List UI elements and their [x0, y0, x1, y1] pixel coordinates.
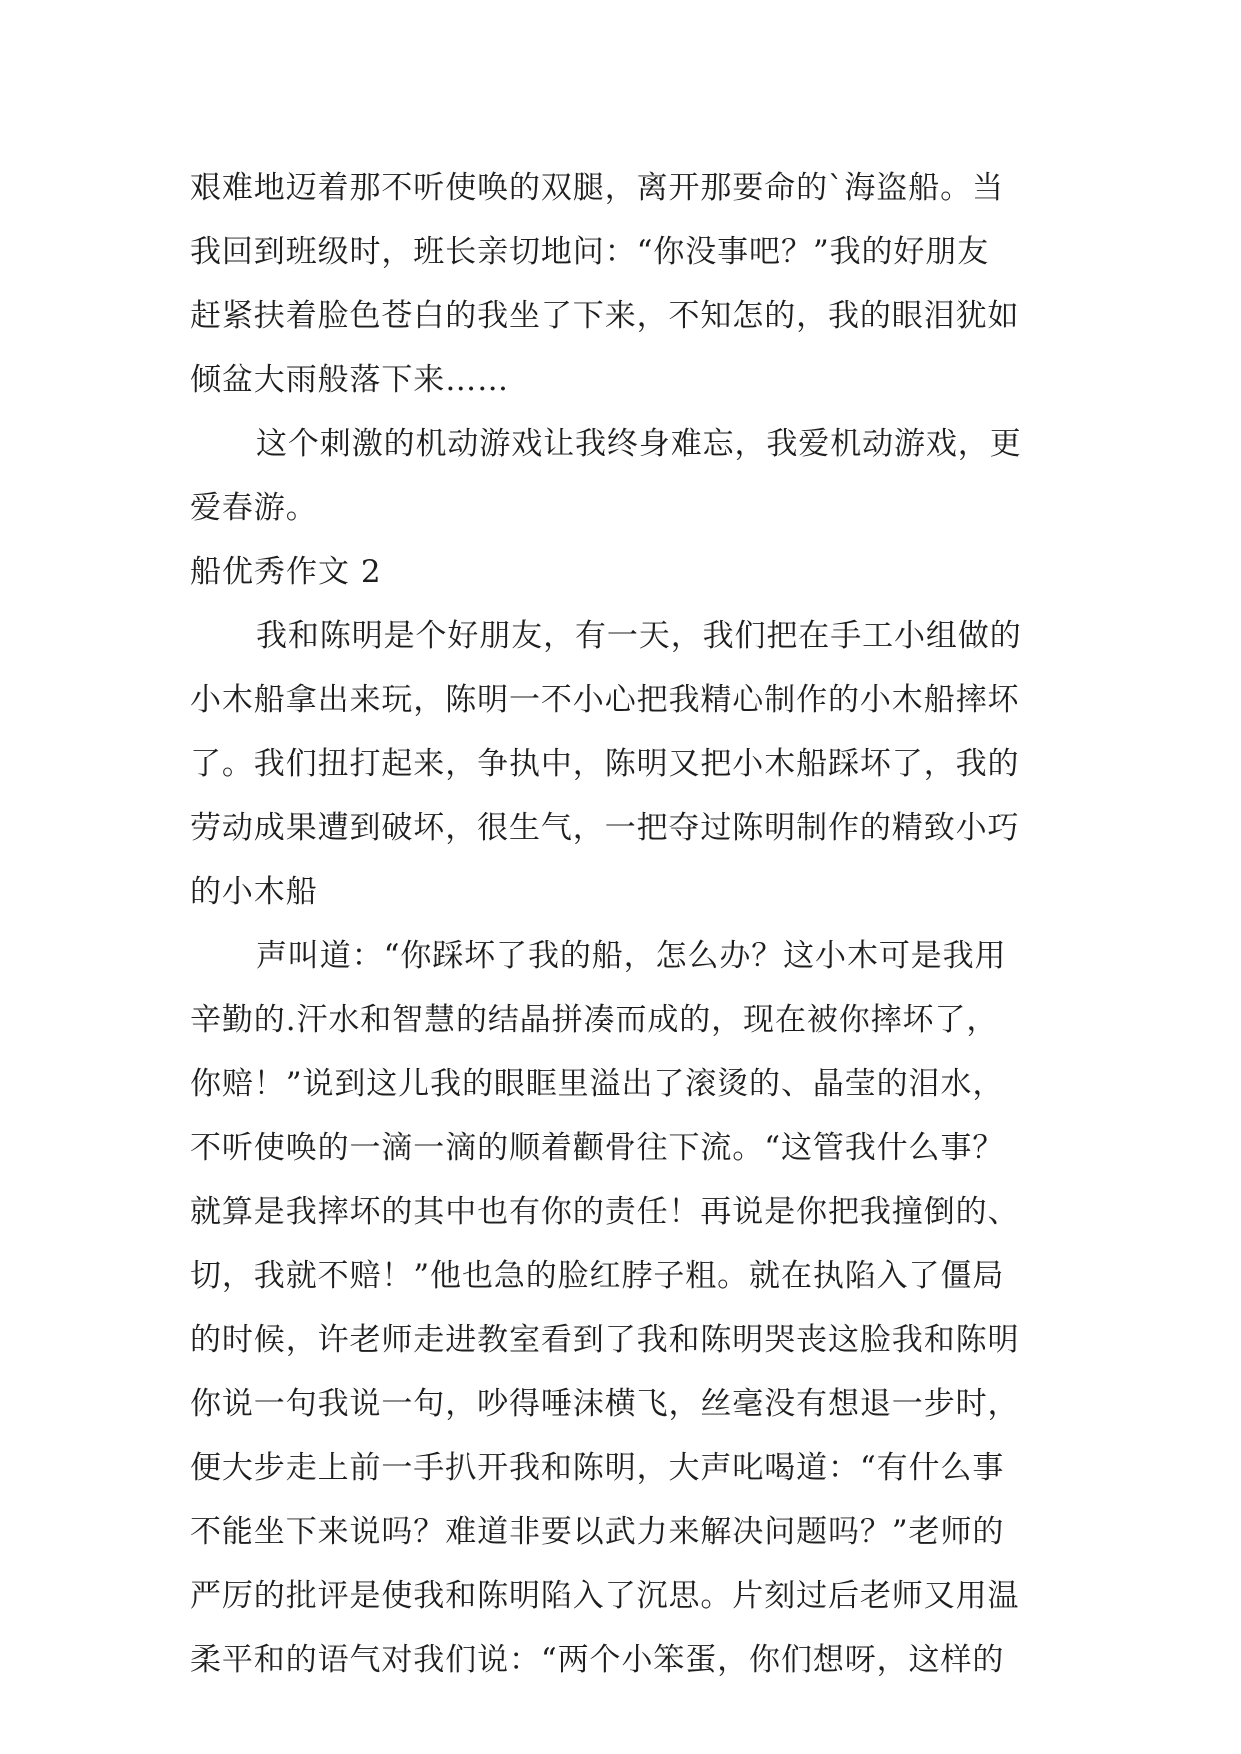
paragraph-1: [190, 156, 1070, 412]
text-line: 辛勤的.汗水和智慧的结晶拼凑而成的，现在被你摔坏了，: [190, 1002, 999, 1038]
text-line: 了。我们扭打起来，争执中，陈明又把小木船踩坏了，我的: [190, 746, 1020, 782]
text-line: 严厉的批评是使我和陈明陷入了沉思。片刻过后老师又用温: [190, 1578, 1020, 1614]
text-line: 赶紧扶着脸色苍白的我坐了下来，不知怎的，我的眼泪犹如: [190, 298, 1020, 334]
paragraph-4: [190, 924, 1070, 1692]
text-line: 不能坐下来说吗？难道非要以武力来解决问题吗？”老师的: [190, 1514, 1005, 1550]
document-body: [190, 156, 1070, 1692]
text-line: 小木船拿出来玩，陈明一不小心把我精心制作的小木船摔坏: [190, 682, 1020, 718]
text-line: 就算是我摔坏的其中也有你的责任！再说是你把我撞倒的、: [190, 1194, 1020, 1230]
text-line: 倾盆大雨般落下来……: [190, 362, 509, 398]
text-line: 便大步走上前一手扒开我和陈明，大声叱喝道：“有什么事: [190, 1450, 1005, 1486]
paragraph-3: [190, 604, 1070, 924]
text-line: 的小木船: [190, 874, 318, 910]
text-line: 劳动成果遭到破坏，很生气，一把夺过陈明制作的精致小巧: [190, 810, 1020, 846]
text-line: 我和陈明是个好朋友，有一天，我们把在手工小组做的: [256, 618, 1022, 654]
text-line: 这个刺激的机动游戏让我终身难忘，我爱机动游戏，更: [256, 426, 1022, 462]
text-line: 我回到班级时，班长亲切地问：“你没事吧？”我的好朋友: [190, 234, 990, 270]
text-line: 艰难地迈着那不听使唤的双腿，离开那要命的`海盗船。当: [190, 170, 1004, 206]
text-line: 切，我就不赔！”他也急的脸红脖子粗。就在执陷入了僵局: [190, 1258, 1005, 1294]
paragraph-2: [190, 412, 1070, 540]
text-line: 你说一句我说一句，吵得唾沫横飞，丝毫没有想退一步时，: [190, 1386, 1020, 1422]
text-line: 你赔！”说到这儿我的眼眶里溢出了滚烫的、晶莹的泪水，: [190, 1066, 1005, 1102]
text-line: 柔平和的语气对我们说：“两个小笨蛋，你们想呀，这样的: [190, 1642, 1005, 1678]
text-line: 的时候，许老师走进教室看到了我和陈明哭丧这脸我和陈明: [190, 1322, 1020, 1358]
text-line: 不听使唤的一滴一滴的顺着颧骨往下流。“这管我什么事？: [190, 1130, 1005, 1166]
text-line: 声叫道：“你踩坏了我的船，怎么办？这小木可是我用: [256, 938, 1007, 974]
text-line: 爱春游。: [190, 490, 318, 526]
section-title: 船优秀作文 2: [190, 554, 382, 590]
